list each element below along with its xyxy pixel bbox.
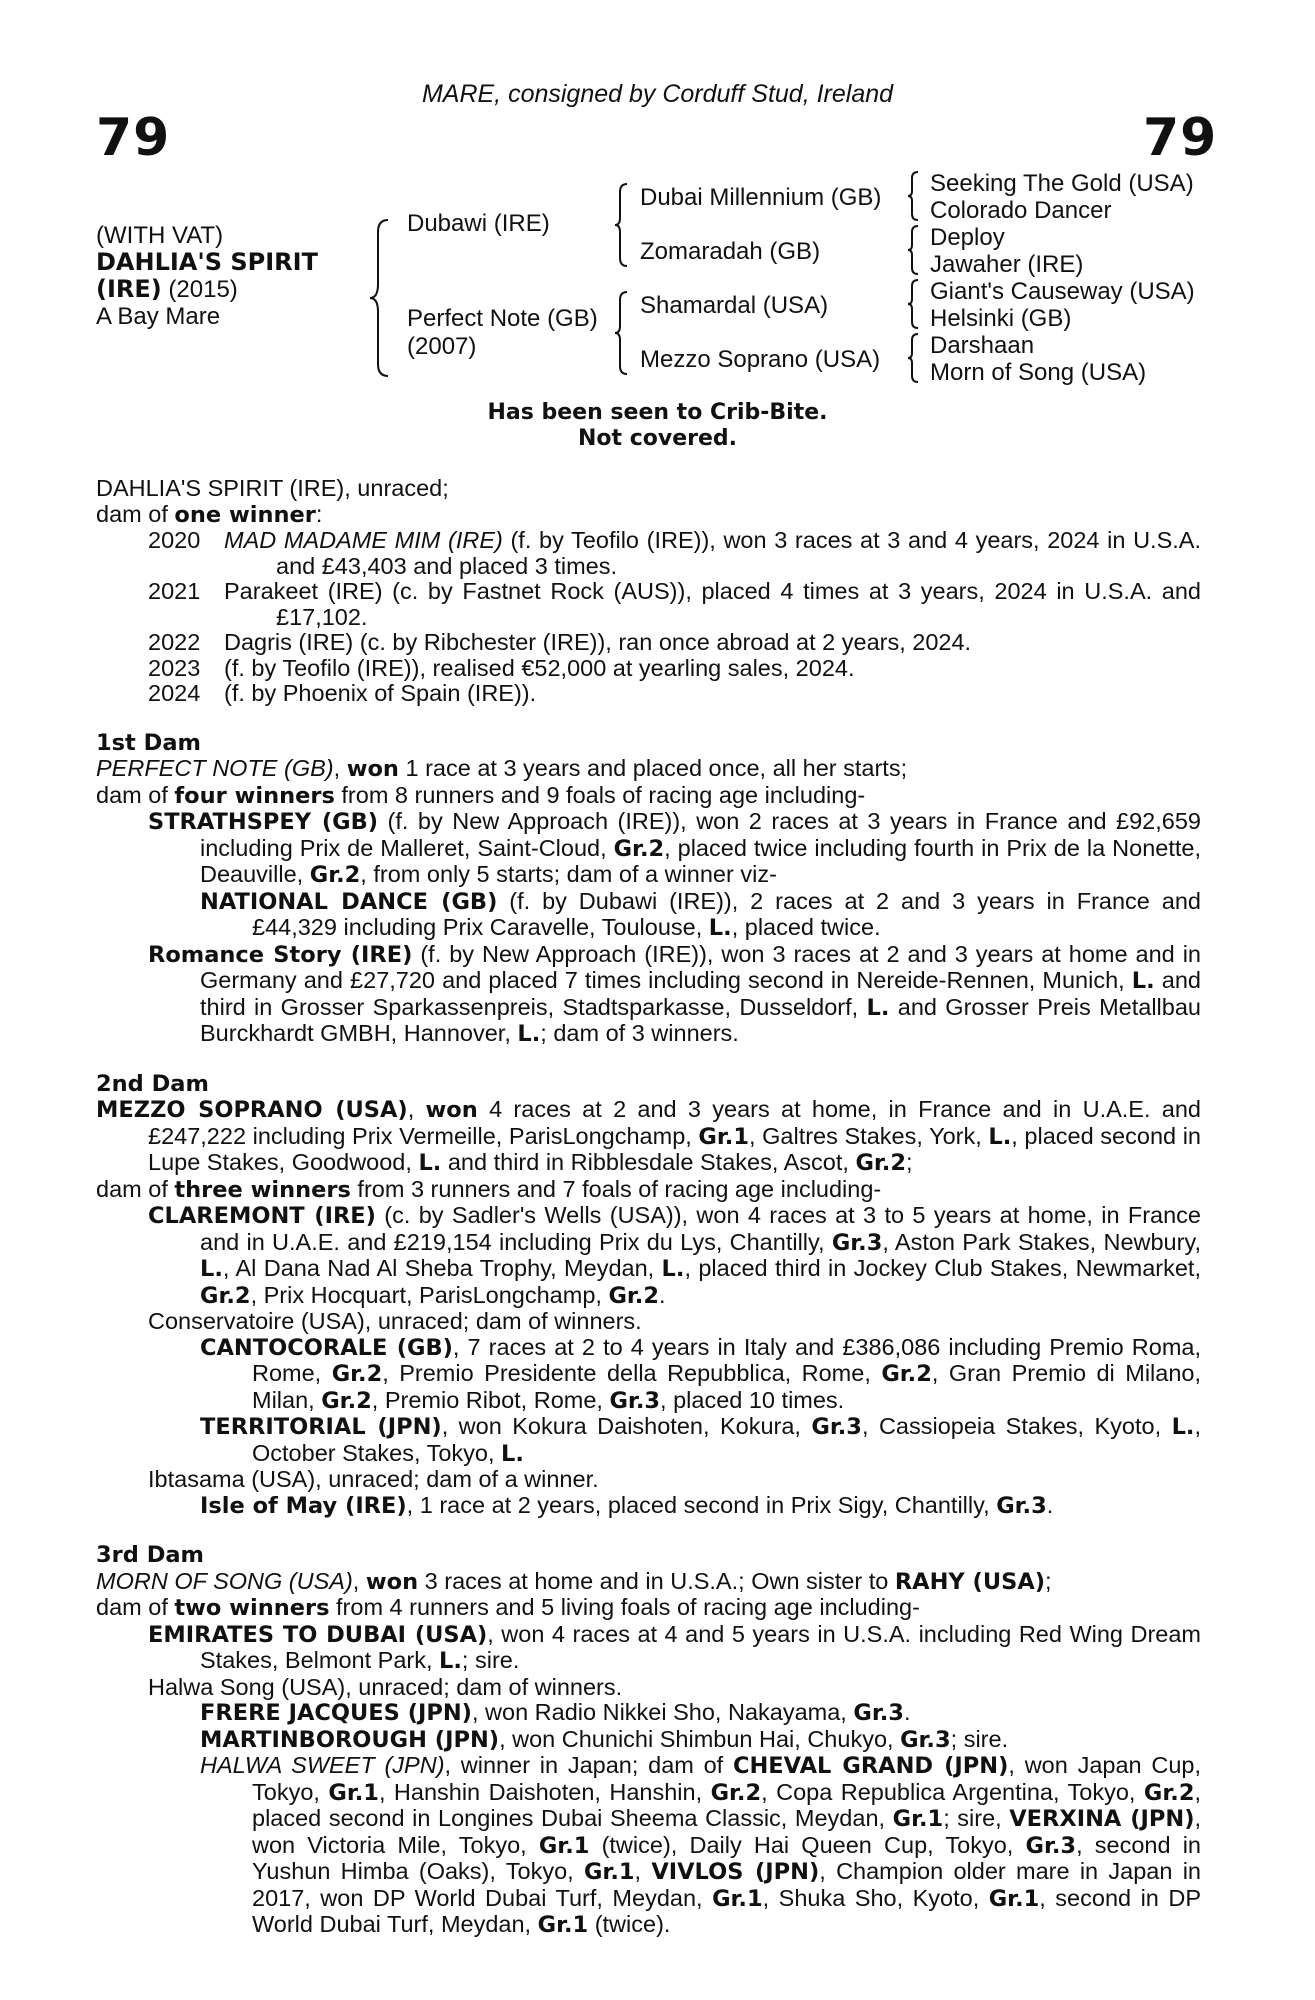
pedigree-g8: Morn of Song (USA) <box>930 359 1147 386</box>
dam1-entry-national-dance: NATIONAL DANCE (GB) (f. by Dubawi (IRE)), 2 races at 2 and 3 years in France and £44,329 including Prix Caravelle, Toulouse, L., placed twice. <box>200 887 1201 941</box>
pedigree-dam-dam: Mezzo Soprano (USA) <box>640 346 881 373</box>
lot-number-right: 79 <box>1143 108 1218 168</box>
produce-intro: DAHLIA'S SPIRIT (IRE), unraced; <box>96 475 449 501</box>
dam2-summary: MEZZO SOPRANO (USA), won 4 races at 2 and 3 years at home, in France and in U.A.E. and £247,222 including Prix Vermeille, ParisLongchamp, Gr.1, Galtres Stakes, York, L., placed second in Lupe Stakes, Goodwood, L. and third in Ribblesdale Stakes, Ascot, Gr.2; <box>96 1096 1201 1176</box>
dam2-produce-summary: dam of three winners from 3 runners and 7 foals of racing age including- <box>96 1175 882 1203</box>
sale-notes <box>0 400 1315 452</box>
section-heading-2nd-dam: 2nd Dam <box>96 1070 209 1097</box>
pedigree-g4: Jawaher (IRE) <box>930 251 1084 278</box>
pedigree-sire: Dubawi (IRE) <box>407 210 550 237</box>
section-heading-3rd-dam: 3rd Dam <box>96 1542 204 1568</box>
pedigree-sire-sire: Dubai Millennium (GB) <box>640 184 882 211</box>
horse-origin: (IRE) <box>96 275 162 303</box>
pedigree-g5: Giant's Causeway (USA) <box>930 278 1195 305</box>
produce-row: 2020 MAD MADAME MIM (IRE) (f. by Teofilo (IRE)), won 3 races at 3 and 4 years, 2024 in U.S.A. and £43,403 and placed 3 times. <box>148 527 1201 579</box>
horse-identity <box>96 222 318 330</box>
pedigree-sire-dam: Zomaradah (GB) <box>640 238 821 265</box>
pedigree-g3: Deploy <box>930 224 1005 251</box>
dam3-entry-halwa-song: Halwa Song (USA), unraced; dam of winners. <box>148 1673 623 1700</box>
produce-dam-of: dam of one winner: <box>96 500 323 528</box>
pedigree-brace-g3 <box>906 278 920 330</box>
dam3-entry-martinborough: MARTINBOROUGH (JPN), won Chunichi Shimbun Hai, Chukyo, Gr.3; sire. <box>200 1725 1009 1753</box>
dam2-entry-isle-of-may: Isle of May (IRE), 1 race at 2 years, placed second in Prix Sigy, Chantilly, Gr.3. <box>200 1491 1054 1519</box>
produce-row: 2022 Dagris (IRE) (c. by Ribchester (IRE)), ran once abroad at 2 years, 2024. <box>148 629 972 655</box>
pedigree-brace-sire <box>613 182 629 268</box>
lot-number-left: 79 <box>96 108 171 168</box>
dam1-produce-summary: dam of four winners from 8 runners and 9 foals of racing age including- <box>96 781 866 809</box>
catalogue-header: MARE, consigned by Corduff Stud, Ireland <box>421 80 894 108</box>
crib-bite-note: Has been seen to Crib-Bite. <box>487 400 828 425</box>
pedigree-g1: Seeking The Gold (USA) <box>930 170 1194 197</box>
pedigree-g7: Darshaan <box>930 332 1035 359</box>
produce-row: 2024 (f. by Phoenix of Spain (IRE)). <box>148 680 537 706</box>
horse-description: A Bay Mare <box>96 303 221 330</box>
dam3-summary: MORN OF SONG (USA), won 3 races at home and in U.S.A.; Own sister to RAHY (USA); <box>96 1567 1052 1595</box>
dam2-entry-territorial: TERRITORIAL (JPN), won Kokura Daishoten, Kokura, Gr.3, Cassiopeia Stakes, Kyoto, L., October Stakes, Tokyo, L. <box>200 1413 1201 1467</box>
section-heading-1st-dam: 1st Dam <box>96 729 201 756</box>
horse-year: (2015) <box>168 276 238 303</box>
pedigree-dam: Perfect Note (GB) <box>407 305 598 332</box>
horse-name: DAHLIA'S SPIRIT <box>96 248 318 276</box>
vat-label: (WITH VAT) <box>96 222 224 249</box>
dam2-entry-ibtasama: Ibtasama (USA), unraced; dam of a winner. <box>148 1466 599 1492</box>
catalogue-body <box>96 476 1201 1939</box>
pedigree-brace-main <box>368 218 392 378</box>
covering-note: Not covered. <box>578 426 737 451</box>
dam2-entry-claremont: CLAREMONT (IRE) (c. by Sadler's Wells (USA)), won 4 races at 3 to 5 years at home, in France and in U.A.E. and £219,154 including Prix du Lys, Chantilly, Gr.3, Aston Park Stakes, Newbury, L., Al Dana Nad Al Sheba Trophy, Meydan, L., placed third in Jockey Club Stakes, Newmarket, Gr.2, Prix Hocquart, ParisLongchamp, Gr.2. <box>148 1202 1201 1309</box>
dam3-entry-halwa-sweet: HALWA SWEET (JPN), winner in Japan; dam of CHEVAL GRAND (JPN), won Japan Cup, Tokyo, Gr.1, Hanshin Daishoten, Hanshin, Gr.2, Copa Republica Argentina, Tokyo, Gr.2, placed second in Longines Dubai Sheema Classic, Meydan, Gr.1; sire, VERXINA (JPN), won Victoria Mile, Tokyo, Gr.1 (twice), Daily Hai Queen Cup, Tokyo, Gr.3, second in Yushun Himba (Oaks), Tokyo, Gr.1, VIVLOS (JPN), Champion older mare in Japan in 2017, won DP World Dubai Turf, Meydan, Gr.1, Shuka Sho, Kyoto, Gr.1, second in DP World Dubai Turf, Meydan, Gr.1 (twice). <box>200 1752 1202 1938</box>
pedigree-brace-g4 <box>906 332 920 384</box>
pedigree-brace-g2 <box>906 224 920 276</box>
pedigree-dam-sire: Shamardal (USA) <box>640 292 829 319</box>
dam3-entry-frere-jacques: FRERE JACQUES (JPN), won Radio Nikkei Sho, Nakayama, Gr.3. <box>200 1699 911 1726</box>
produce-row: 2023 (f. by Teofilo (IRE)), realised €52,000 at yearling sales, 2024. <box>148 654 855 681</box>
dam3-entry-emirates-to-dubai: EMIRATES TO DUBAI (USA), won 4 races at 4 and 5 years in U.S.A. including Red Wing Dream Stakes, Belmont Park, L.; sire. <box>148 1620 1201 1674</box>
dam1-entry-strathspey: STRATHSPEY (GB) (f. by New Approach (IRE)), won 2 races at 3 years in France and £92,659 including Prix de Malleret, Saint-Cloud, Gr.2, placed twice including fourth in Prix de la Nonette, Deauville, Gr.2, from only 5 starts; dam of a winner viz- <box>148 808 1201 888</box>
produce-row: 2021 Parakeet (IRE) (c. by Fastnet Rock (AUS)), placed 4 times at 3 years, 2024 in U.S.A. and £17,102. <box>148 578 1201 630</box>
pedigree-brace-g1 <box>906 170 920 222</box>
pedigree-brace-dam <box>613 290 629 376</box>
dam1-summary: PERFECT NOTE (GB), won 1 race at 3 years and placed once, all her starts; <box>96 755 908 782</box>
pedigree-g2: Colorado Dancer <box>930 197 1112 224</box>
pedigree-dam-year: (2007) <box>407 333 477 360</box>
dam2-entry-cantocorale: CANTOCORALE (GB), 7 races at 2 to 4 years in Italy and £386,086 including Premio Roma, Rome, Gr.2, Premio Presidente della Repubblica, Rome, Gr.2, Gran Premio di Milano, Milan, Gr.2, Premio Ribot, Rome, Gr.3, placed 10 times. <box>200 1333 1202 1414</box>
pedigree-g6: Helsinki (GB) <box>930 305 1072 332</box>
dam3-produce-summary: dam of two winners from 4 runners and 5 living foals of racing age including- <box>96 1594 920 1621</box>
dam2-entry-conservatoire: Conservatoire (USA), unraced; dam of winners. <box>148 1308 642 1334</box>
dam1-entry-romance-story: Romance Story (IRE) (f. by New Approach (IRE)), won 3 races at 2 and 3 years at home and in Germany and £27,720 and placed 7 times including second in Nereide-Rennen, Munich, L. and third in Grosser Sparkassenpreis, Stadtsparkasse, Dusseldorf, L. and Grosser Preis Metallbau Burckhardt GMBH, Hannover, L.; dam of 3 winners. <box>148 940 1201 1047</box>
